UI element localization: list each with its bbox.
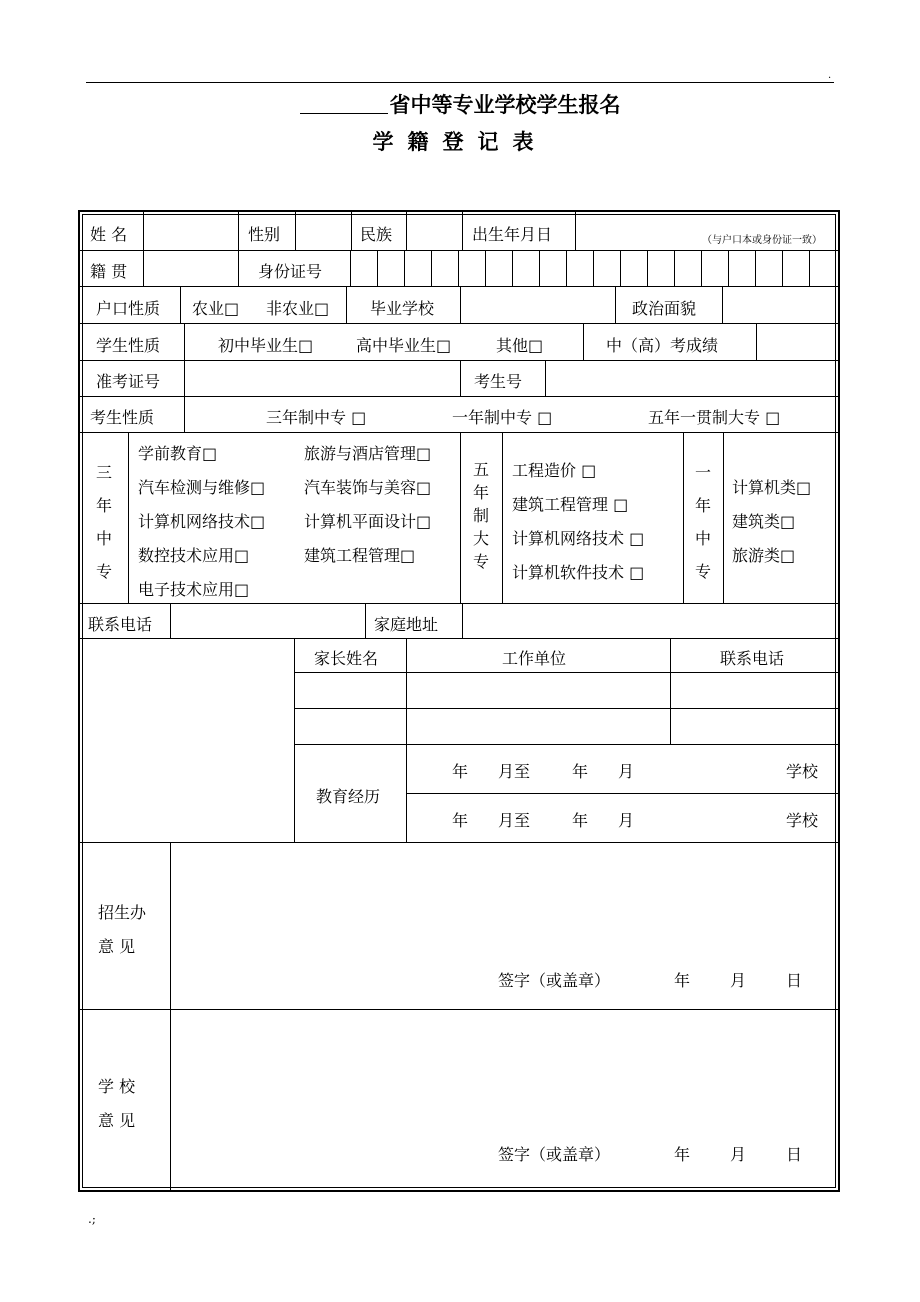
birth-note: （与户口本或身份证一致） (702, 235, 822, 246)
admissions-label-1: 招生办 (98, 903, 147, 922)
candidate-type-label: 考生性质 (90, 408, 155, 427)
school-label-1: 学 校 (98, 1077, 136, 1096)
corner-mark: . (828, 70, 832, 81)
education-label: 教育经历 (316, 787, 381, 806)
edu-year2: 年 (572, 762, 589, 781)
other-checkbox[interactable]: 其他□ (496, 336, 544, 355)
birth-label: 出生年月日 (472, 225, 553, 244)
school-day: 日 (786, 1145, 803, 1164)
school-sign: 签字（或盖章） (498, 1145, 611, 1164)
registration-form (78, 210, 840, 1192)
major-item[interactable]: 计算机平面设计□ (304, 512, 432, 531)
exam-no-label: 考生号 (474, 372, 523, 391)
ethnicity-label: 民族 (360, 225, 393, 244)
native-place-label: 籍 贯 (90, 262, 128, 281)
header-rule (86, 82, 834, 83)
form-title-text: 省中等专业学校学生报名 (389, 93, 621, 117)
footer-mark: .; (88, 1212, 96, 1226)
edu-school: 学校 (786, 811, 819, 830)
school-year: 年 (674, 1145, 691, 1164)
major-item[interactable]: 旅游类□ (732, 546, 796, 565)
major-item[interactable]: 计算机网络技术□ (138, 512, 266, 531)
edu-month-to: 月至 (498, 811, 531, 830)
major-item[interactable]: 建筑工程管理□ (304, 546, 416, 565)
major-item[interactable]: 数控技术应用□ (138, 546, 250, 565)
nonagri-checkbox[interactable]: 非农业□ (266, 299, 330, 318)
student-type-label: 学生性质 (96, 336, 161, 355)
major-item[interactable]: 计算机软件技术 □ (512, 563, 645, 582)
admissions-month: 月 (730, 971, 747, 990)
one-year-checkbox[interactable]: 一年制中专 □ (452, 408, 553, 427)
major-item[interactable]: 工程造价 □ (512, 461, 597, 480)
edu-year2: 年 (572, 811, 589, 830)
school-month: 月 (730, 1145, 747, 1164)
senior-checkbox[interactable]: 高中毕业生□ (356, 336, 452, 355)
grad-school-label: 毕业学校 (370, 299, 435, 318)
edu-year: 年 (452, 811, 469, 830)
edu-month-to: 月至 (498, 762, 531, 781)
major-item[interactable]: 建筑类□ (732, 512, 796, 531)
family-phone-header: 联系电话 (720, 649, 785, 668)
three-year-checkbox[interactable]: 三年制中专 □ (266, 408, 367, 427)
three-year-label: 三年中专 (95, 463, 112, 581)
name-label: 姓 名 (90, 225, 128, 244)
edu-year: 年 (452, 762, 469, 781)
major-item[interactable]: 学前教育□ (138, 444, 218, 463)
phone-label: 联系电话 (88, 615, 153, 634)
parent-name-header: 家长姓名 (314, 649, 379, 668)
hukou-label: 户口性质 (96, 299, 161, 318)
admissions-label-2: 意 见 (98, 937, 136, 956)
exam-score-label: 中（高）考成绩 (606, 336, 719, 355)
admissions-year: 年 (674, 971, 691, 990)
political-label: 政治面貌 (632, 299, 697, 318)
five-year-label: 五年制大专 (472, 460, 489, 571)
major-item[interactable]: 汽车装饰与美容□ (304, 478, 432, 497)
edu-month: 月 (618, 762, 635, 781)
one-year-label: 一年中专 (694, 463, 711, 581)
major-item[interactable]: 旅游与酒店管理□ (304, 444, 432, 463)
edu-school: 学校 (786, 762, 819, 781)
gender-label: 性别 (248, 225, 281, 244)
major-item[interactable]: 汽车检测与维修□ (138, 478, 266, 497)
agri-checkbox[interactable]: 农业□ (192, 299, 240, 318)
address-label: 家庭地址 (374, 615, 439, 634)
junior-checkbox[interactable]: 初中毕业生□ (218, 336, 314, 355)
edu-month: 月 (618, 811, 635, 830)
admissions-day: 日 (786, 971, 803, 990)
form-title (0, 89, 920, 119)
admission-ticket-label: 准考证号 (96, 372, 161, 391)
work-unit-header: 工作单位 (502, 649, 567, 668)
major-item[interactable]: 建筑工程管理 □ (512, 495, 629, 514)
id-number-label: 身份证号 (258, 262, 323, 281)
school-label-2: 意 见 (98, 1111, 136, 1130)
form-subtitle: 学籍登记表 (372, 130, 548, 154)
five-year-checkbox[interactable]: 五年一贯制大专 □ (648, 408, 781, 427)
admissions-sign: 签字（或盖章） (498, 971, 611, 990)
major-item[interactable]: 计算机类□ (732, 478, 812, 497)
major-item[interactable]: 计算机网络技术 □ (512, 529, 645, 548)
province-blank[interactable] (300, 93, 388, 114)
major-item[interactable]: 电子技术应用□ (138, 580, 250, 599)
